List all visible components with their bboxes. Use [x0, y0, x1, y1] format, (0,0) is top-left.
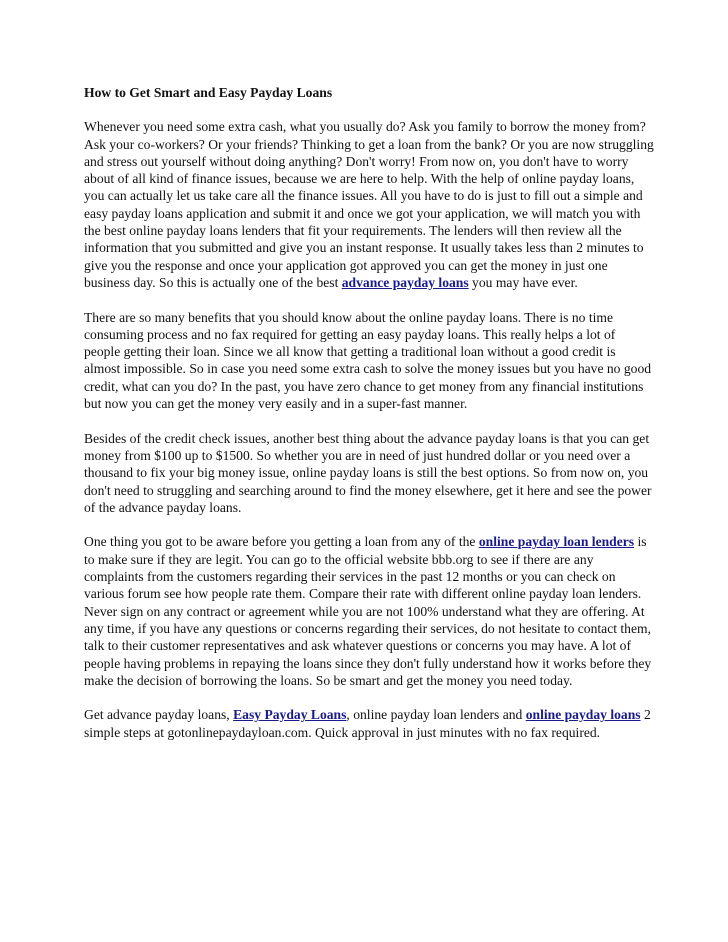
- paragraph-intro-text: Whenever you need some extra cash, what you usually do? Ask you family to borrow the money from? Ask your co-workers? Or your friends? Thinking to get a loan from the bank? Or you are now struggling and stress out yourself without doing anything? Don't worry! From now on, you don't have to worry about of all kind of finance issues, because we are here to help. With the help of online payday loans, you can actually let us take care all the finance issues. All you have to do is just to fill out a simple and easy payday loans application and submit it and once we got your application, we will match you with the best online payday loans lenders that fit your requirements. The lenders will then review all the information that you submitted and give you an instant response. It usually takes less than 2 minutes to give you the response and once your application got approved you can get the money in just one business day. So this is actually one of the best: [84, 119, 654, 290]
- online-payday-loans-link[interactable]: online payday loans: [525, 707, 641, 723]
- easy-payday-loans-link[interactable]: Easy Payday Loans: [233, 707, 347, 723]
- online-payday-loan-lenders-link[interactable]: online payday loan lenders: [478, 534, 635, 550]
- paragraph-benefits: There are so many benefits that you should know about the online payday loans. There is no time consuming process and no fax required for getting an easy payday loans. This really helps a lot of people getting their loan. Since we all know that getting a traditional loan without a good credit is almost impossible. So in case you need some extra cash to solve the money issues but you have no good credit, what can you do? In the past, you have zero chance to get money from any financial institutions but now you can get the money very easily and in a super-fast manner.: [84, 309, 652, 412]
- paragraph-closing-text-2: , online payday loan lenders and: [346, 707, 526, 723]
- paragraph-closing: [84, 706, 654, 741]
- paragraph-lenders-text-end: is to make sure if they are legit. You can go to the official website bbb.org to see if there are any complaints from the customers regarding their services in the past 12 months or you can check on various forum see how people rate them. Compare their rate with different online payday loan lenders. Never sign on any contract or agreement while you are not 100% understand what they are offering. At any time, if you have any questions or concerns regarding their services, do not hesitate to contact them, talk to their customer representatives and ask whatever questions or concerns you may have. A lot of people having problems in repaying the loans since they don't fully understand how it works before they make the decision of borrowing the loans. So be smart and get the money you need today.: [84, 534, 652, 688]
- paragraph-credit-check: Besides of the credit check issues, another best thing about the advance payday loans is that you can get money from $100 up to $1500. So whether you are in need of just hundred dollar or you need over a thousand to fix your big money issue, online payday loans is still the best options. So from now on, you don't need to struggling and searching around to find the money elsewhere, get it here and see the power of the advance payday loans.: [84, 430, 652, 515]
- paragraph-intro-text-end: you may have ever.: [468, 274, 578, 290]
- document-page: [84, 84, 654, 758]
- paragraph-lenders-text: One thing you got to be aware before you getting a loan from any of the: [84, 534, 479, 550]
- paragraph-intro: [84, 118, 654, 291]
- document-title: How to Get Smart and Easy Payday Loans: [84, 85, 333, 100]
- paragraph-closing-text-1: Get advance payday loans,: [84, 707, 234, 723]
- paragraph-lenders: [84, 533, 654, 689]
- paragraph-closing-text-3: 2 simple steps at gotonlinepaydayloan.com. Quick approval in just minutes with no fax required.: [84, 707, 651, 740]
- advance-payday-loans-link[interactable]: advance payday loans: [341, 274, 469, 290]
